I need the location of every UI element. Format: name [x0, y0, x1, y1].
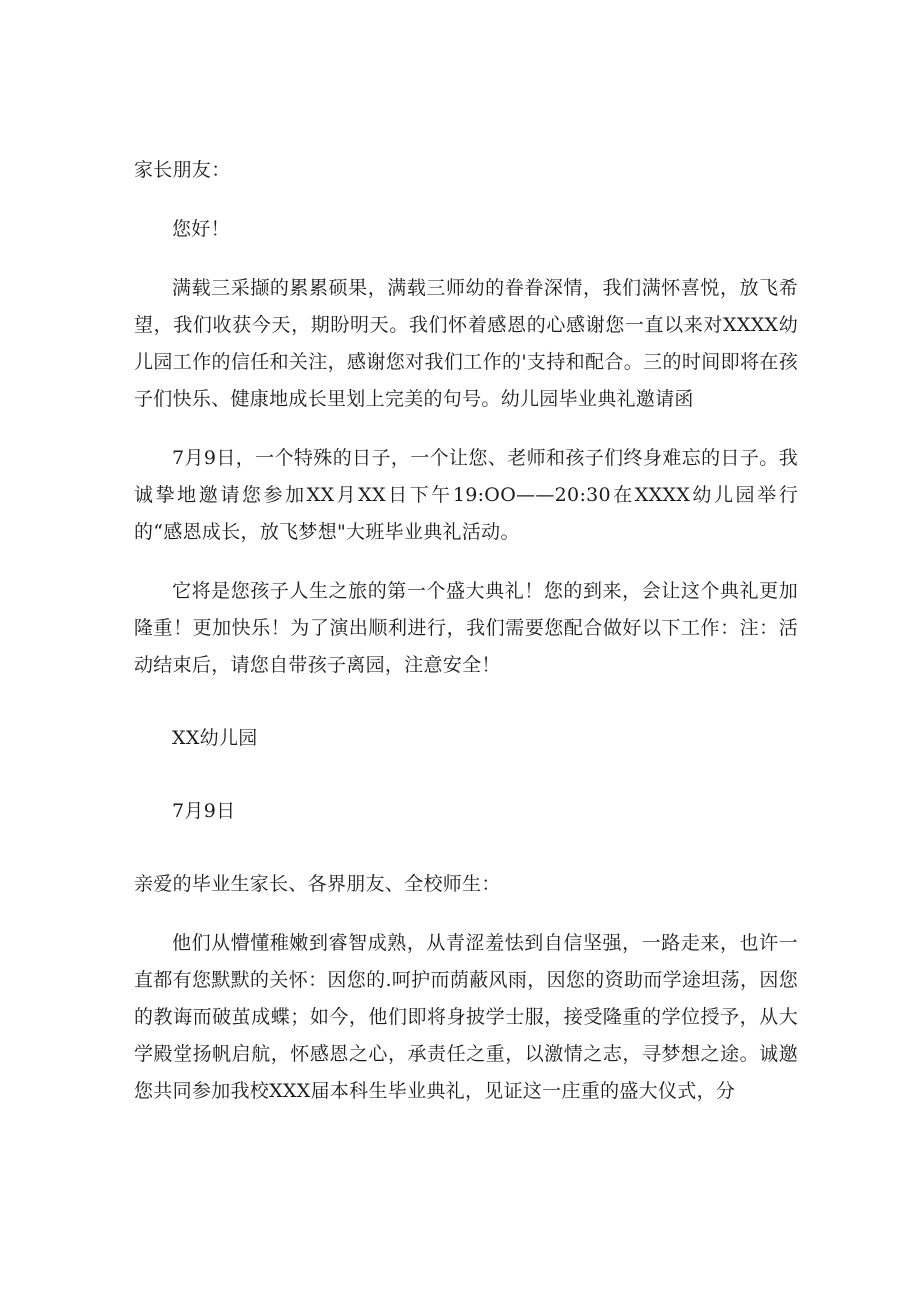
letter1-paragraph-1: 满载三采撷的累累硕果，满载三师幼的眷眷深情，我们满怀喜悦，放飞希望，我们收获今天，期盼明天。我们怀着感恩的心感谢您一直以来对XXXX幼儿园工作的信任和关注，感谢您对我们工作的'支持和配合。三的时间即将在孩子们快乐、健康地成长里划上完美的句号。幼儿园毕业典礼邀请函 — [134, 277, 798, 410]
letter2-salutation: 亲爱的毕业生家长、各界朋友、全校师生： — [134, 873, 501, 895]
letter1-greeting: 您好！ — [172, 218, 230, 240]
letter1-signature: XX幼儿园 — [172, 727, 258, 749]
document-body — [134, 152, 798, 1110]
letter2-paragraph-1: 他们从懵懂稚嫩到睿智成熟，从青涩羞怯到自信坚强，一路走来，也许一直都有您默默的关怀：因您的.呵护而荫蔽风雨，因您的资助而学途坦荡，因您的教诲而破茧成蝶；如今，他们即将身披学士服，接受隆重的学位授予，从大学殿堂扬帆启航，怀感恩之心，承责任之重，以激情之志，寻梦想之途。诚邀您共同参加我校XXX届本科生毕业典礼，见证这一庄重的盛大仪式，分 — [134, 932, 798, 1102]
letter1-paragraph-2: 7月9日，一个特殊的日子，一个让您、老师和孩子们终身难忘的日子。我诚挚地邀请您参加XX月XX日下午19:OO——20:30在XXXX幼儿园举行的“感恩成长，放飞梦想"大班毕业典礼活动。 — [134, 447, 798, 543]
letter1-paragraph-3: 它将是您孩子人生之旅的第一个盛大典礼！您的到来，会让这个典礼更加隆重！更加快乐！为了演出顺利进行，我们需要您配合做好以下工作：注：活动结束后，请您自带孩子离园，注意安全！ — [134, 580, 798, 676]
letter1-date: 7月9日 — [172, 800, 236, 822]
letter1-salutation: 家长朋友： — [134, 159, 231, 181]
